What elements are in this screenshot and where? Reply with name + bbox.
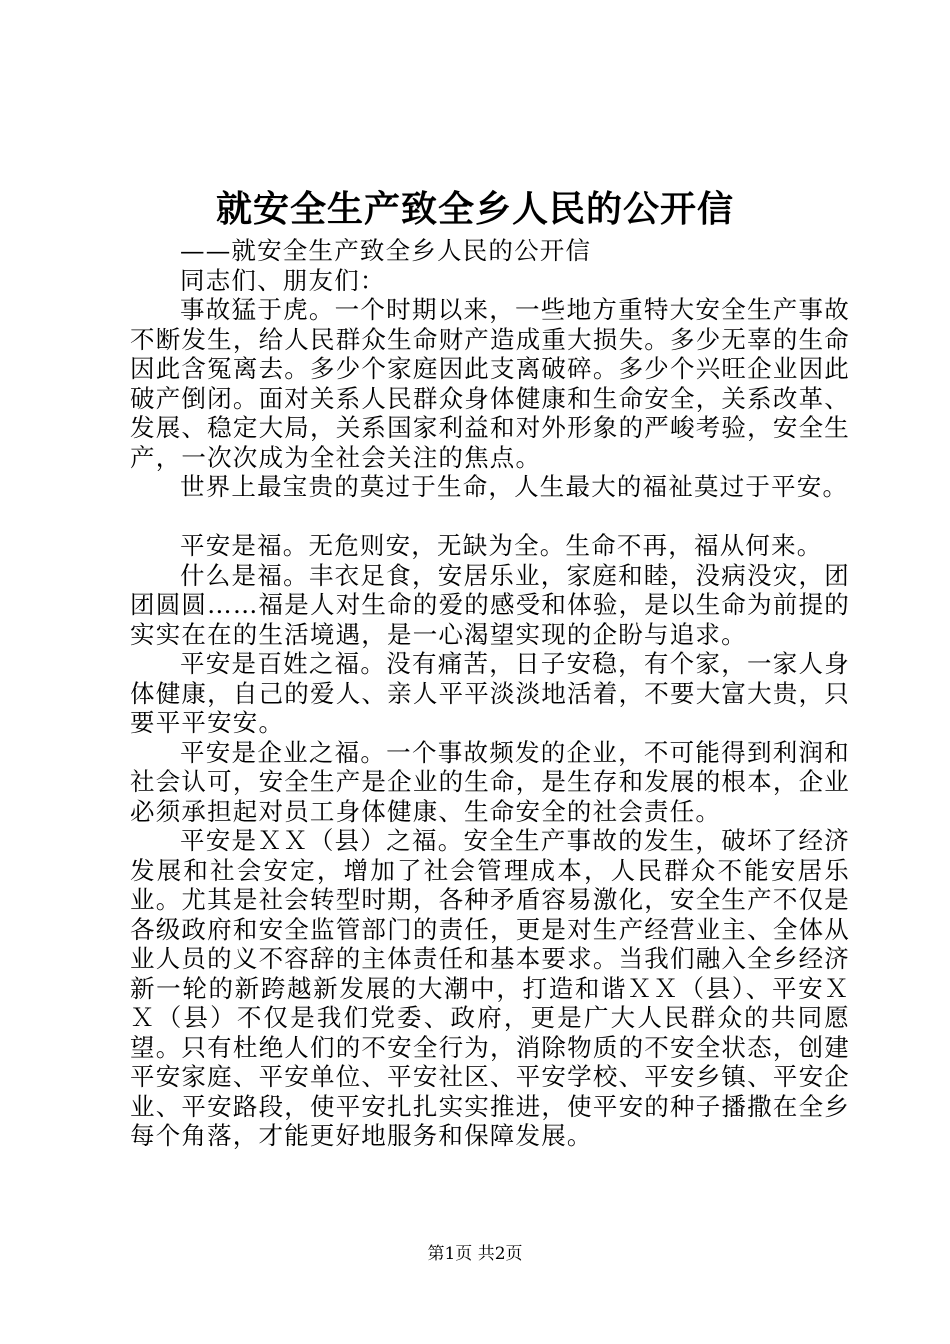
subtitle: ——就安全生产致全乡人民的公开信	[180, 236, 592, 265]
paragraph: 什么是福。丰衣足食，安居乐业，家庭和睦，没病没灾，团团圆圆……福是人对生命的爱的感受和体验，是以生命为前提的实实在在的生活境遇，是一心渴望实现的企盼与追求。	[130, 560, 850, 649]
paragraph: 平安是企业之福。一个事故频发的企业，不可能得到利润和社会认可，安全生产是企业的生命，是生存和发展的根本，企业必须承担起对员工身体健康、生命安全的社会责任。	[130, 737, 850, 826]
paragraph: 平安是福。无危则安，无缺为全。生命不再，福从何来。	[180, 531, 823, 560]
page-number-footer: 第1页 共2页	[427, 1244, 523, 1264]
document-body	[130, 236, 850, 1151]
paragraph: 平安是百姓之福。没有痛苦，日子安稳，有个家，一家人身体健康，自己的爱人、亲人平平淡淡地活着，不要大富大贵，只要平平安安。	[130, 649, 850, 737]
paragraph: 事故猛于虎。一个时期以来，一些地方重特大安全生产事故不断发生，给人民群众生命财产造成重大损失。多少无辜的生命因此含冤离去。多少个家庭因此支离破碎。多少个兴旺企业因此破产倒闭。面对关系人民群众身体健康和生命安全，关系改革、发展、稳定大局，关系国家利益和对外形象的严峻考验，安全生产，一次次成为全社会关注的焦点。	[130, 295, 850, 472]
document-title: 就安全生产致全乡人民的公开信	[215, 188, 734, 230]
paragraph: 世界上最宝贵的莫过于生命，人生最大的福祉莫过于平安。	[180, 472, 849, 501]
salutation: 同志们、朋友们：	[180, 265, 386, 295]
paragraph: 平安是ＸＸ（县）之福。安全生产事故的发生，破坏了经济发展和社会安定，增加了社会管理成本，人民群众不能安居乐业。尤其是社会转型时期，各种矛盾容易激化，安全生产不仅是各级政府和安全监管部门的责任，更是对生产经营业主、全体从业人员的义不容辞的主体责任和基本要求。当我们融入全乡经济新一轮的新跨越新发展的大潮中，打造和谐ＸＸ（县）、平安ＸＸ（县）不仅是我们党委、政府，更是广大人民群众的共同愿望。只有杜绝人们的不安全行为，消除物质的不安全状态，创建平安家庭、平安单位、平安社区、平安学校、平安乡镇、平安企业、平安路段，使平安扎扎实实推进，使平安的种子播撒在全乡每个角落，才能更好地服务和保障发展。	[130, 826, 850, 1150]
